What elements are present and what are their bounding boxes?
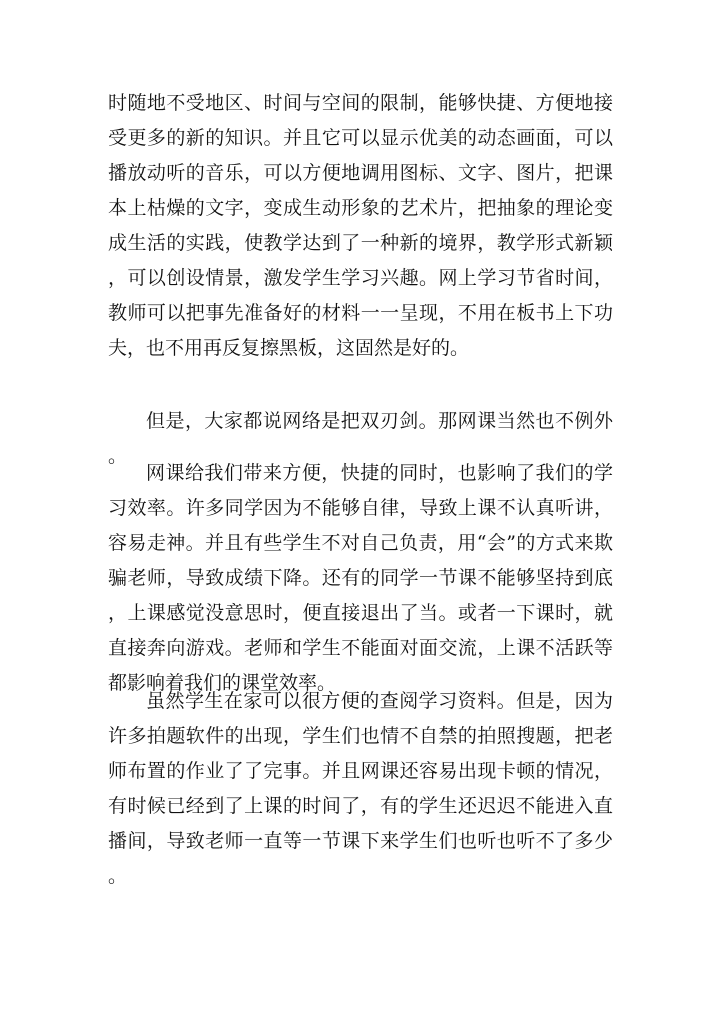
paragraph-continued: 时随地不受地区、时间与空间的限制，能够快捷、方便地接受更多的新的知识。并且它可以显示优美的动态画面，可以播放动听的音乐，可以方便地调用图标、文字、图片，把课本上枯燥的文字，变成生动形象的艺术片，把抽象的理论变成生活的实践，使教学达到了一种新的境界，教学形式新颖，可以创设情景，激发学生学习兴趣。网上学习节省时间，教师可以把事先准备好的材料一一呈现，不用在板书上下功夫，也不用再反复擦黑板，这固然是好的。: [108, 92, 613, 359]
paragraph-efficiency-impact: 网课给我们带来方便，快捷的同时，也影响了我们的学习效率。许多同学因为不能够自律，导致上课不认真听讲，容易走神。并且有些学生不对自己负责，用“会”的方式来欺骗老师，导致成绩下降。还有的同学一节课不能够坚持到底，上课感觉没意思时，便直接退出了当。或者一下课时，就直接奔向游戏。老师和学生不能面对面交流，上课不活跃等都影响着我们的课堂效率。: [108, 462, 613, 694]
paragraph-study-resources: 虽然学生在家可以很方便的查阅学习资料。但是，因为许多拍题软件的出现，学生们也情不自禁的拍照搜题，把老师布置的作业了了完事。并且网课还容易出现卡顿的情况，有时候已经到了上课的时间了，有的学生还迟迟不能进入直播间，导致老师一直等一节课下来学生们也听也听不了多少。: [108, 690, 613, 887]
paragraph-double-edged-sword: 但是，大家都说网络是把双刃剑。那网课当然也不例外。: [108, 410, 613, 467]
